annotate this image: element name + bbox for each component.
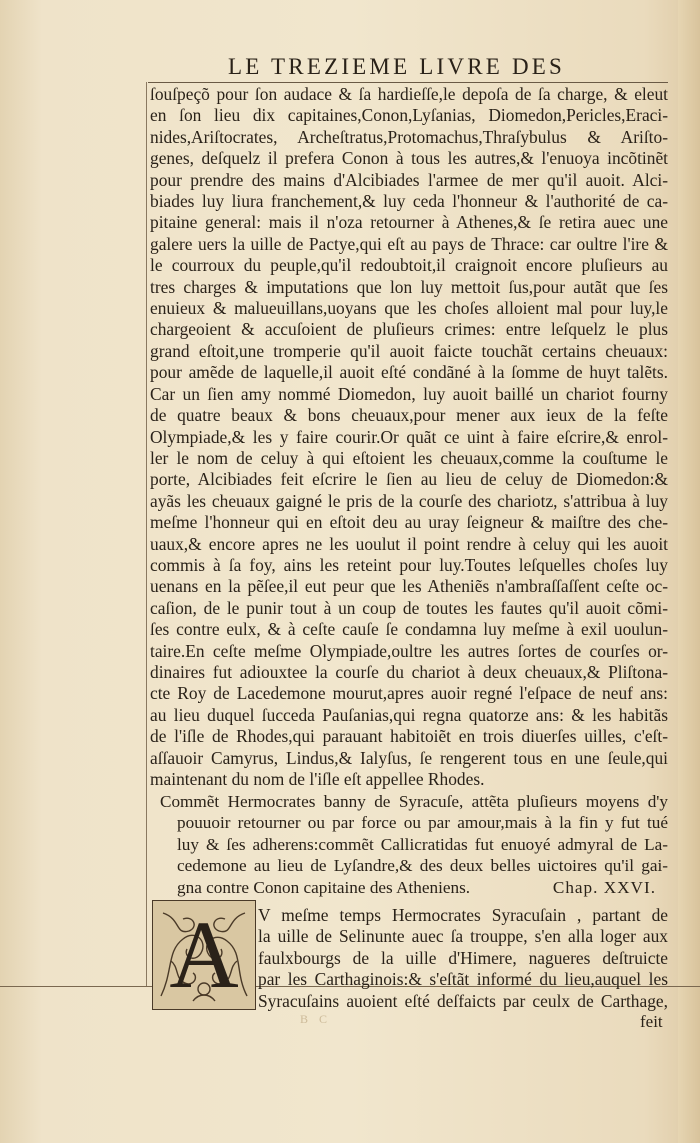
text-line: nides,Ariſtocrates, Archeſtratus,Protomachus,Thraſybulus & Ariſto- <box>150 126 668 147</box>
chapter-heading <box>160 791 668 898</box>
text-line: ſes contre eulx, & à ceſte cauſe ſe condamna luy meſme à exil uoulun- <box>150 619 668 640</box>
text-line: dinaires fut adiouxtee la courſe du chariot à deux cheuaux,& Pliſtona- <box>150 661 668 682</box>
heading-line: pouuoir retourner ou par force ou par amour,mais à la fin y fut tué <box>177 813 668 833</box>
text-line: grand eſtoit,une tromperie qu'il auoit faicte touchãt certains cheuaux: <box>150 340 668 361</box>
intro-line: faulxbourgs de la uille d'Himere, nagueres deſtruicte <box>258 947 668 968</box>
text-line: pour prendre des mains d'Alcibiades l'armee de mer qu'il auoit. Alci- <box>150 169 668 190</box>
text-line: taire.En ceſte meſme Olympiade,oultre les autres ſortes de courſes or- <box>150 640 668 661</box>
chapter-intro-text <box>258 905 668 1012</box>
intro-line: la uille de Selinunte auec ſa trouppe, s'en alla loger aux <box>258 926 668 947</box>
text-line: ſouſpeçõ pour ſon audace & ſa hardieſſe,le depoſa de ſa charge, & eleut <box>150 84 668 104</box>
text-line: commis à ſa foy, ains les reteint pour luy.Toutes leſquelles choſes luy <box>150 554 668 575</box>
intro-line: Syracuſains auoient eſté deſfaicts par ceulx de Carthage, <box>258 990 668 1011</box>
decorated-initial <box>152 900 256 1010</box>
text-line: ler le nom de celuy à qui eſtoient les cheuaux,comme la couſtume le <box>150 447 668 468</box>
faint-mark: B C <box>300 1012 332 1026</box>
text-line: uaux,& encore apres ne les uoulut il point rendre à celuy qui les auoit <box>150 533 668 554</box>
intro-line: par les Carthaginois:& s'eſtãt informé du lieu,auquel les <box>258 969 668 990</box>
chapter-label: Chap. XXVI. <box>552 877 656 897</box>
catchword: feit <box>640 1012 663 1031</box>
text-line: uenans en la pẽſee,il eut peur que les Atheniẽs n'ambraſſaſſent ceſte oc- <box>150 576 668 597</box>
text-line: aſſauoir Camyrus, Lindus,& Ialyſus, ſe rengerent tous en une ſeule,qui <box>150 747 668 768</box>
initial-letter: A <box>169 901 239 1008</box>
text-line: ayãs les cheuaux gaigné le pris de la courſe des chariotz, s'attribua à luy <box>150 490 668 511</box>
text-line: de l'iſle de Rhodes,qui parauant habitoiẽt en trois diuerſes uilles, c'eſt- <box>150 726 668 747</box>
top-rule <box>148 82 668 83</box>
text-line: tres charges & imputations que lon luy mettoit ſus,pour autãt que ſes <box>150 276 668 297</box>
text-line: en ſon lieu dix capitaines,Conon,Lyſanias, Diomedon,Pericles,Eraci- <box>150 105 668 126</box>
text-line: chargeoient & accuſoient de pluſieurs crimes: entre leſquelz le plus <box>150 319 668 340</box>
text-line: genes, deſquelz il prefera Conon à tous les autres,& l'enuoya incõtinẽt <box>150 148 668 169</box>
margin-rule <box>146 82 147 987</box>
text-line: meſme l'honneur qui en eſtoit deu au uray ſeigneur & maiſtre des che- <box>150 512 668 533</box>
text-line: de quatre beaux & bons cheuaux,pour mener aux ieux de la feſte <box>150 405 668 426</box>
text-line: au lieu duquel ſucceda Pauſanias,qui regna quatorze ans: & les habitãs <box>150 704 668 725</box>
heading-line <box>160 877 668 898</box>
text-line: cte Roy de Lacedemone mourut,apres auoir regné l'eſpace de neuf ans: <box>150 683 668 704</box>
text-line: Car un ſien amy nommé Diomedon, luy auoit baillé un chariot fourny <box>150 383 668 404</box>
text-line: Olympiade,& les y faire courir.Or quãt ce uint à faire eſcrire,& enrol- <box>150 426 668 447</box>
heading-line: Commẽt Hermocrates banny de Syracuſe, attẽta pluſieurs moyens d'y <box>160 792 668 811</box>
body-text <box>150 84 668 790</box>
text-line: pitaine general: mais il n'oza retourner à Athenes,& ſe retira auec une <box>150 212 668 233</box>
heading-last-text: gna contre Conon capitaine des Atheniens. <box>177 877 471 897</box>
text-line: porte, Alcibiades feit eſcrire le ſien au lieu de celuy de Diomedon:& <box>150 469 668 490</box>
text-line: biades luy liura franchement,& luy ceda l'honneur & l'authorité de ca- <box>150 191 668 212</box>
page-edge <box>678 0 700 1143</box>
text-line: enuieux & malueuillans,uoyans que les choſes alloient mal pour luy,le <box>150 298 668 319</box>
text-line: le courroux du peuple,qu'il redoubtoit,il craignoit encore pluſieurs au <box>150 255 668 276</box>
text-line: galere uers la uille de Pactye,qui eſt au pays de Thrace: car oultre l'ire & <box>150 233 668 254</box>
heading-line: luy & ſes adherens:commẽt Callicratidas fut enuoyé admyral de La- <box>177 834 668 854</box>
heading-line: cedemone au lieu de Lyſandre,& des deux belles uictoires qu'il gai- <box>177 856 668 876</box>
text-line: maintenant du nom de l'iſle eſt appellee Rhodes. <box>150 769 485 789</box>
text-line: pour amẽde de laquelle,il auoit eſté condãné à la ſomme de huyt talẽts. <box>150 362 668 383</box>
text-line: caſion, de le punir tout à un coup de toutes les fautes qu'il auoit cõmi- <box>150 597 668 618</box>
running-head: LE TREZIEME LIVRE DES <box>228 54 565 79</box>
intro-line: V meſme temps Hermocrates Syracuſain , partant de <box>258 905 668 925</box>
